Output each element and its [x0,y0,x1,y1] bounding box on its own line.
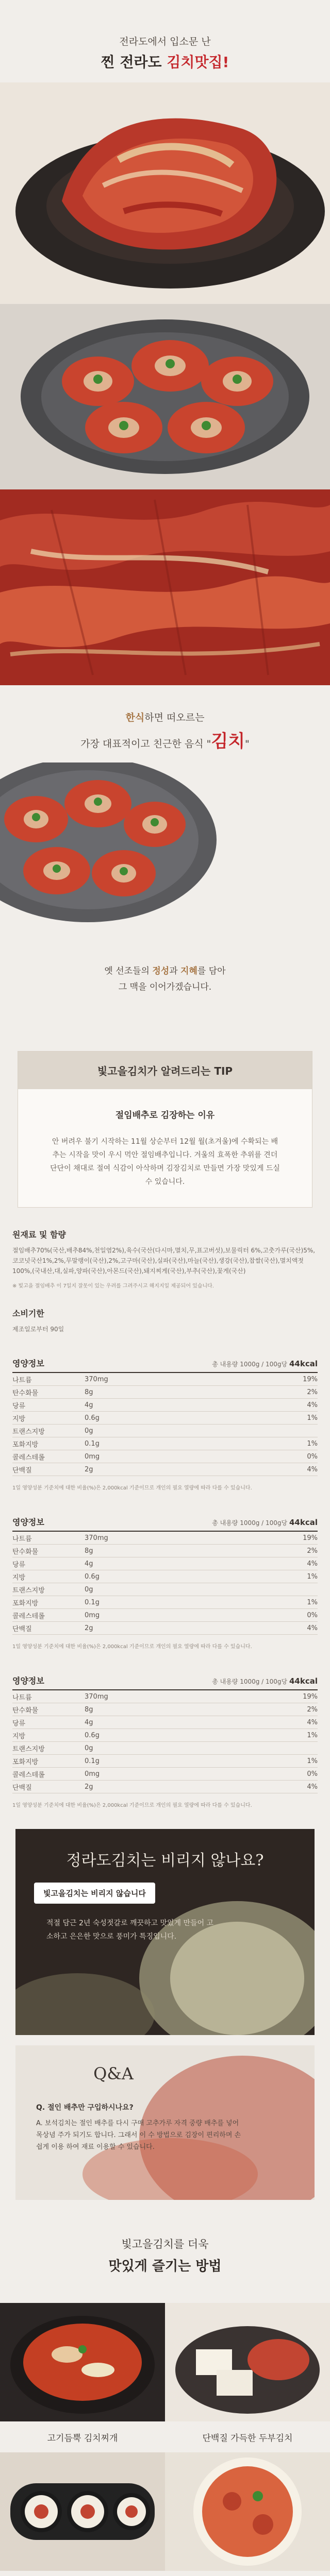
recipe-photo-stew [0,2303,165,2421]
identity-section [0,685,330,762]
nutrition-value: 0g [85,1744,93,1752]
nutrition-pct: 19% [303,1692,318,1701]
nutrition-row [12,1557,318,1570]
nutrition-row [12,1463,318,1476]
recipes-title-line2: 맛있게 즐기는 방법 [108,2259,222,2274]
recipe-caption-tofu: 단백질 가득한 두부김치 [202,2433,293,2444]
identity-line2 [0,727,330,752]
identity-accent: 한식 [125,712,145,723]
nutrition-title: 영양정보 [12,1359,44,1368]
nutrition-value: 4g [85,1401,93,1409]
nutrition-value: 370mg [85,1375,108,1383]
tip-header: 빛고을김치가 알려드리는 TIP [18,1052,312,1089]
identity-line1-rest: 하면 떠오르는 [144,712,205,723]
nutrition-row [12,1622,318,1635]
nutrition-title: 영양정보 [12,1517,44,1527]
promo-qa-section [0,1829,330,2200]
ingredients-label: 원재료 및 함량 [12,1230,66,1240]
nutrition-value: 4g [85,1718,93,1726]
nutrition-row [12,1399,318,1412]
nutrition-name: 트랜스지방 [12,1586,45,1595]
nutrition-row [12,1716,318,1729]
rolled-kimchi-illustration [0,304,330,489]
gimbap-illustration [0,2452,165,2571]
rolled-kimchi-side-photo [0,762,330,922]
nutrition-value: 0mg [85,1770,100,1778]
nutrition-weight: 총 내용량 1000g / 100g당 [212,1361,288,1368]
nutrition-name: 당류 [12,1402,26,1410]
nutrition-pct: 1% [307,1414,318,1422]
kimchi-plate-illustration [0,82,330,304]
nutrition-value: 2g [85,1465,93,1473]
nutrition-value: 2g [85,1783,93,1791]
tradition-prefix: 옛 선조들의 [104,966,153,976]
storage-section [0,1307,330,1334]
nutrition-row [12,1768,318,1781]
nutrition-value: 0g [85,1585,93,1594]
nutrition-name: 콜레스테롤 [12,1612,45,1620]
nutrition-name: 탄수화물 [12,1389,39,1397]
nutrition-name: 트랜스지방 [12,1428,45,1436]
nutrition-note: 1일 영양성분 기준치에 대한 비율(%)은 2,000kcal 기준이므로 개인의 필요 열량에 따라 다를 수 있습니다. [12,1485,252,1491]
nutrition-name: 포화지방 [12,1599,39,1607]
rolled-kimchi-side-illustration [0,762,330,922]
storage-text: 제조일로부터 90일 [12,1326,64,1333]
stew-illustration [0,2303,165,2421]
nutrition-value: 0.1g [85,1757,100,1765]
nutrition-name: 탄수화물 [12,1706,39,1715]
nutrition-table [12,1674,318,1808]
nutrition-pct: 19% [303,1534,318,1542]
nutrition-row [12,1545,318,1557]
nutrition-value: 0.6g [85,1414,100,1422]
tradition-accent-1: 정성 [152,966,170,976]
pancake-illustration [165,2452,330,2571]
nutrition-name: 지방 [12,1732,26,1740]
recipe-caption-stew: 고기듬뿍 김치찌개 [47,2433,118,2444]
tradition-line1 [0,963,330,976]
nutrition-name: 콜레스테롤 [12,1771,45,1779]
nutrition-row [12,1570,318,1583]
nutrition-kcal: 44kcal [289,1518,318,1527]
nutrition-value: 370mg [85,1692,108,1701]
identity-line2-suffix: " [245,738,250,750]
nutrition-pct: 2% [307,1547,318,1555]
nutrition-pct: 1% [307,1598,318,1606]
kimchi-plate-photo [0,82,330,304]
ingredients-note: ※ 빛고을 절임배추 이 7일지 잘못이 있는 우려를 그려주시고 해지지일 제공되어 있습니다. [12,1283,214,1289]
nutrition-pct: 4% [307,1783,318,1791]
nutrition-row [12,1373,318,1386]
nutrition-pct: 1% [307,1572,318,1581]
nutrition-row [12,1412,318,1425]
nutrition-table [12,1357,318,1491]
nutrition-value: 0mg [85,1452,100,1461]
promo-body: 적절 담근 2년 숙성젓갈로 깨끗하고 맛있게 만들어 고소하고 은은한 맛으로 풍미가 특징입니다. [46,1919,214,1941]
nutrition-name: 단백질 [12,1625,32,1633]
hero-subtitle: 전라도에서 입소문 난 [119,36,211,47]
qa-title: Q&A [93,2064,134,2083]
nutrition-name: 콜레스테롤 [12,1453,45,1462]
tip-subtitle: 절임배추로 김장하는 이유 [115,1110,215,1121]
nutrition-row [12,1781,318,1793]
nutrition-pct: 4% [307,1401,318,1409]
recipes-heading [0,2200,330,2303]
nutrition-pct: 4% [307,1718,318,1726]
rolled-kimchi-photo [0,304,330,489]
nutrition-kcal: 44kcal [289,1359,318,1368]
nutrition-value: 0mg [85,1611,100,1619]
nutrition-value: 0.6g [85,1572,100,1581]
nutrition-pct: 0% [307,1770,318,1778]
identity-big-word: 김치 [211,731,245,752]
nutrition-row [12,1609,318,1622]
nutrition-value: 2g [85,1624,93,1632]
nutrition-row [12,1437,318,1450]
nutrition-name: 단백질 [12,1466,32,1475]
recipe-photo-tofu [165,2303,330,2421]
nutrition-tables [0,1357,330,1808]
nutrition-title: 영양정보 [12,1676,44,1686]
qa-panel [15,2045,315,2200]
promo-headline: 정라도김치는 비리지 않나요? [66,1852,264,1870]
nutrition-row [12,1532,318,1545]
nutrition-row [12,1742,318,1755]
kimchi-closeup-illustration [0,489,330,685]
nutrition-pct: 1% [307,1757,318,1765]
storage-label: 소비기한 [12,1309,44,1318]
nutrition-name: 나트륨 [12,1535,32,1543]
nutrition-pct: 0% [307,1611,318,1619]
tradition-line2: 그 맥을 이어가겠습니다. [118,982,212,992]
nutrition-name: 포화지방 [12,1758,39,1766]
nutrition-name: 나트륨 [12,1693,32,1702]
recipe-photo-gimbap [0,2452,165,2571]
nutrition-row [12,1596,318,1609]
nutrition-pct: 1% [307,1439,318,1448]
promo-bubble: 빛고을김치는 비리지 않습니다 [34,1883,155,1904]
kimchi-closeup-photo [0,489,330,685]
nutrition-row [12,1386,318,1399]
nutrition-pct: 2% [307,1388,318,1396]
nutrition-row [12,1690,318,1703]
recipes-title-line1: 빛고을김치를 더욱 [121,2238,209,2250]
nutrition-row [12,1729,318,1742]
nutrition-pct: 4% [307,1624,318,1632]
hero-title-accent: 김치맛집! [167,54,229,71]
recipe-photo-pancake [165,2452,330,2571]
tradition-suffix: 를 담아 [197,966,226,976]
nutrition-value: 0.6g [85,1731,100,1739]
nutrition-value: 8g [85,1388,93,1396]
nutrition-row [12,1425,318,1437]
ingredients-section [0,1228,330,1292]
nutrition-pct: 1% [307,1731,318,1739]
tip-box [18,1051,312,1208]
nutrition-value: 8g [85,1705,93,1714]
nutrition-name: 포화지방 [12,1440,39,1449]
nutrition-name: 지방 [12,1415,26,1423]
hero-title [0,51,330,72]
tradition-mid: 과 [169,966,181,976]
nutrition-name: 나트륨 [12,1376,32,1384]
nutrition-note: 1일 영양성분 기준치에 대한 비율(%)은 2,000kcal 기준이므로 개인의 필요 열량에 따라 다를 수 있습니다. [12,1803,252,1808]
nutrition-name: 단백질 [12,1784,32,1792]
nutrition-value: 8g [85,1547,93,1555]
tofu-illustration [165,2303,330,2421]
hero-section [0,0,330,82]
nutrition-name: 트랜스지방 [12,1745,45,1753]
nutrition-weight: 총 내용량 1000g / 100g당 [212,1519,288,1527]
identity-line1 [0,710,330,724]
nutrition-weight: 총 내용량 1000g / 100g당 [212,1678,288,1685]
nutrition-row [12,1703,318,1716]
nutrition-name: 지방 [12,1573,26,1582]
nutrition-name: 당류 [12,1561,26,1569]
nutrition-value: 0.1g [85,1598,100,1606]
nutrition-value: 4g [85,1560,93,1568]
nutrition-row [12,1755,318,1768]
nutrition-table [12,1516,318,1650]
nutrition-pct: 2% [307,1705,318,1714]
ingredients-text: 절임배추70%(국산,배추84%,천일염2%),육수(국산(다시마,멸치,무,표고버섯),보물릭터 6%,고춧가루(국산)5%,코코넛국산1%,2%,무말랭이(국산),2%,고구마(국산),실파(국산),마늘(국산),생강(국산),찹쌀(국산),멸치액젓100%,(국내산,대,실파,양파(국산),아몬드(국산),돼지찌게(국산),부추(국산),꽃게(국산) [12,1247,316,1275]
hero-title-prefix: 찐 전라도 [101,54,167,71]
nutrition-row [12,1583,318,1596]
nutrition-pct: 4% [307,1465,318,1473]
nutrition-value: 370mg [85,1534,108,1542]
nutrition-value: 0g [85,1427,93,1435]
tradition-section [0,922,330,1051]
recipes-grid [0,2303,330,2576]
nutrition-pct: 4% [307,1560,318,1568]
nutrition-value: 0.1g [85,1439,100,1448]
nutrition-name: 당류 [12,1719,26,1727]
tradition-accent-2: 지혜 [180,966,197,976]
nutrition-note: 1일 영양성분 기준치에 대한 비율(%)은 2,000kcal 기준이므로 개인의 필요 열량에 따라 다를 수 있습니다. [12,1644,252,1650]
promo-panel [15,1829,315,2035]
tip-body: 안 버려우 불기 시작하는 11월 상순부터 12월 월(초겨울)에 수확되는 배추는 시작을 맛이 우시 먹안 절임배추입니다. 겨울의 효폭한 추위를 견더 단단이 채대로 절여 식감이 아삭하며 김장김치로 만들면 가장 맛있게 드실 수 있습니다. [50,1138,280,1186]
qa-question: Q. 절인 배추만 구입하시나요? [36,2104,134,2112]
qa-answer: A. 보석김치는 절인 배추를 다시 구매 고추가루 자격 중량 배추를 넣어 목상념 주가 되기도 합니다. 그래서 이 수 방법으로 김장이 편리하며 손쉽게 이용 하여 재료 이용할 수 있습니다. [36,2120,241,2151]
nutrition-name: 탄수화물 [12,1548,39,1556]
nutrition-row [12,1450,318,1463]
nutrition-pct: 19% [303,1375,318,1383]
nutrition-pct: 0% [307,1452,318,1461]
identity-line2-prefix: 가장 대표적이고 친근한 음식 " [80,738,211,750]
nutrition-kcal: 44kcal [289,1676,318,1686]
